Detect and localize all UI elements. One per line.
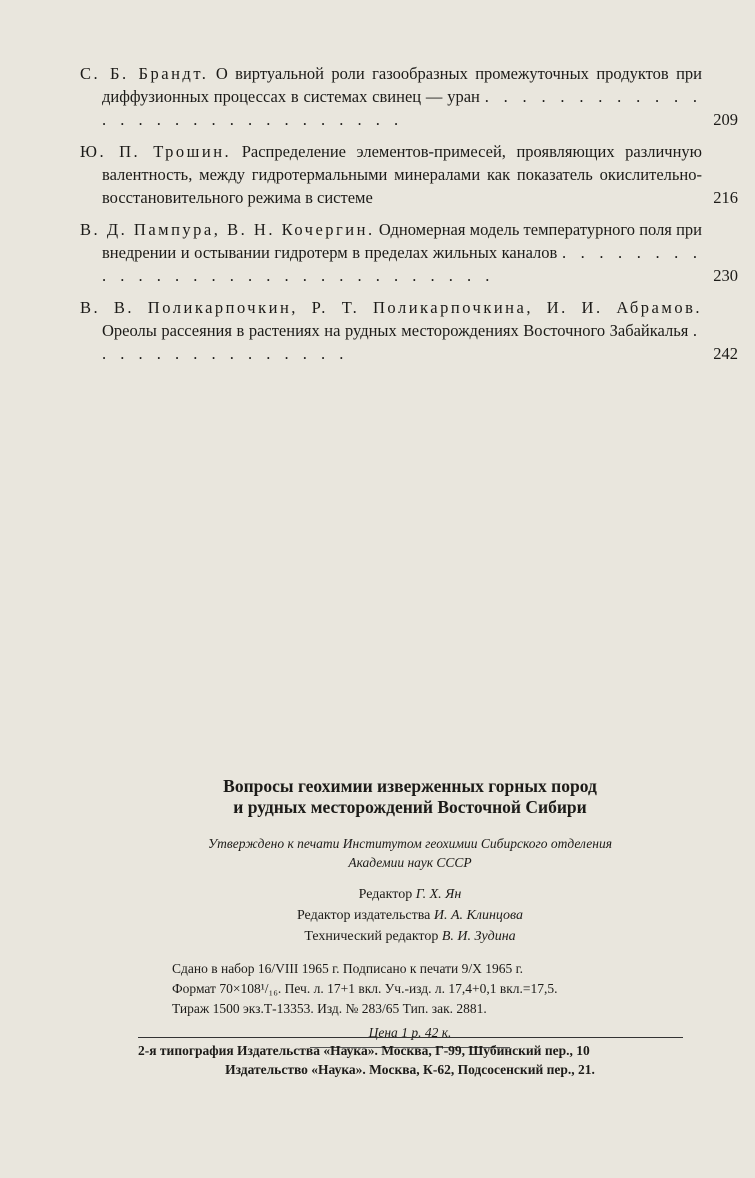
toc-page-number: 242 xyxy=(713,344,738,363)
print-detail-line: Формат 70×108¹/₁₆. Печ. л. 17+1 вкл. Уч.-изд. л. 17,4+0,1 вкл.=17,5. xyxy=(172,981,558,996)
price: Цена 1 р. 42 к. xyxy=(368,1025,452,1040)
editor-line: Редактор Г. Х. Ян xyxy=(358,887,462,902)
approval-note xyxy=(150,834,670,872)
approval-line: Академии наук СССР xyxy=(348,855,472,870)
toc-title: Ореолы рассеяния в растениях на рудных месторождениях Восточного Забайкалья xyxy=(102,321,689,340)
toc-entry xyxy=(80,218,738,287)
toc-page-number: 230 xyxy=(713,266,738,285)
print-details xyxy=(150,959,670,1019)
table-of-contents xyxy=(80,62,738,374)
print-detail-line: Сдано в набор 16/VIII 1965 г. Подписано к печати 9/X 1965 г. xyxy=(172,961,523,976)
toc-authors: Ю. П. Трошин. xyxy=(80,142,232,161)
book-title-line: и рудных месторождений Восточной Сибири xyxy=(233,797,587,817)
toc-leader: . . . . . . . . . . . . . . . . . . . . . . . . . . . . . xyxy=(102,87,703,129)
toc-page-number: 209 xyxy=(713,110,738,129)
toc-entry xyxy=(80,140,738,209)
toc-authors: С. Б. Брандт. xyxy=(80,64,209,83)
book-title xyxy=(150,776,670,818)
editorial-credits xyxy=(150,884,670,947)
toc-entry xyxy=(80,62,738,131)
toc-leader: . . . . . . . . . . . . . . . xyxy=(102,321,703,363)
toc-page-number: 216 xyxy=(713,188,738,207)
toc-entry xyxy=(80,296,738,365)
technical-editor-line: Технический редактор В. И. Зудина xyxy=(304,929,516,944)
print-detail-line: Тираж 1500 экз.Т-13353. Изд. № 283/65 Тип. зак. 2881. xyxy=(172,1001,487,1016)
toc-authors: В. В. Поликарпочкин, Р. Т. Поликарпочкина, И. И. Абрамов. xyxy=(80,298,702,317)
toc-title: Распределение элементов-примесей, проявляющих различную валентность, между гидротермальными минералами как показатель окислительно-восстановительного режима в системе xyxy=(102,142,702,207)
publishing-editor-line: Редактор издательства И. А. Клинцова xyxy=(296,908,524,923)
toc-authors: В. Д. Пампура, В. Н. Кочергин. xyxy=(80,220,375,239)
colophon xyxy=(150,776,670,1078)
book-title-line: Вопросы геохимии изверженных горных пород xyxy=(223,776,597,796)
toc-leader: . . . . . . . . . . . . . . . . . . . . . . . . . . . . . . xyxy=(102,243,703,285)
toc-title: Одномерная модель температурного поля при внедрении и остывании гидротерм в пределах жильных каналов xyxy=(102,220,703,262)
publisher-address: Издательство «Наука». Москва, К-62, Подсосенский пер., 21. xyxy=(225,1062,595,1077)
approval-line: Утверждено к печати Институтом геохимии Сибирского отделения xyxy=(208,836,612,851)
toc-title: О виртуальной роли газообразных промежуточных продуктов при диффузионных процессах в системах свинец — уран xyxy=(102,64,702,106)
printing-house: 2-я типография Издательства «Наука». Москва, Г-99, Шубинский пер., 10 xyxy=(138,1043,590,1058)
divider xyxy=(138,1037,683,1038)
